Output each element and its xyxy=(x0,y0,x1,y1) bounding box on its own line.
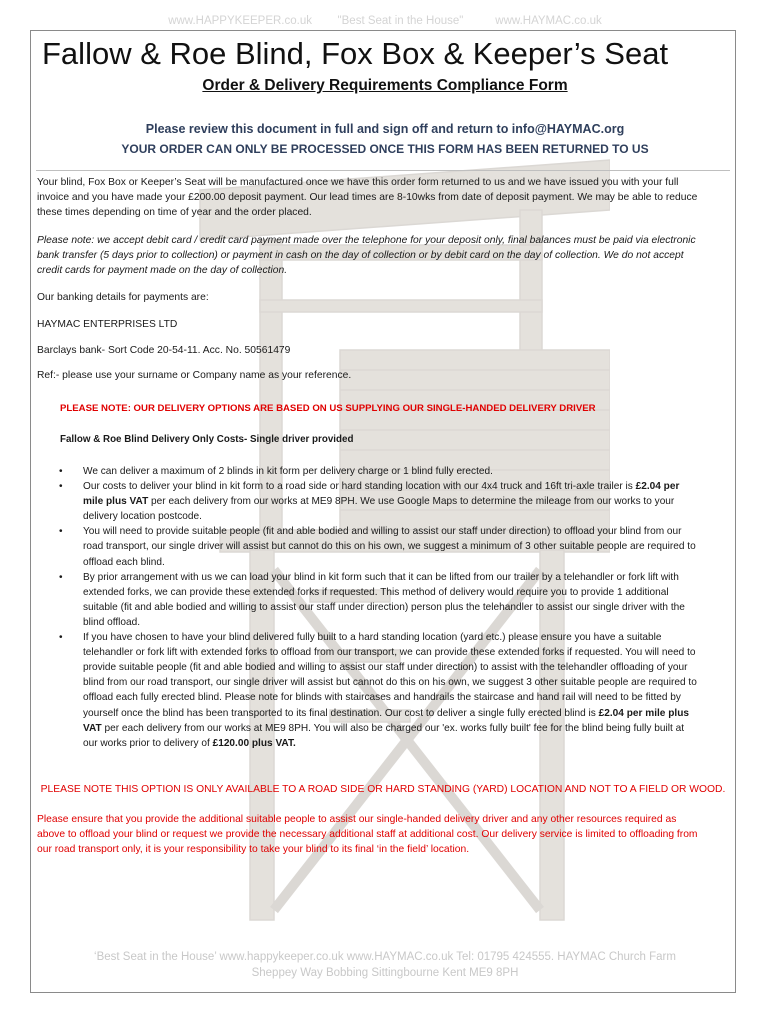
bullet-icon: • xyxy=(59,571,63,583)
payment-reference: Ref:- please use your surname or Company name as your reference. xyxy=(37,370,352,381)
list-item: • You will need to provide suitable people (fit and able bodied and willing to assist our staff under direction) to offload your blind from our road transport, our single driver will assist but cannot do this on his own, we suggest a minimum of 3 other suitable people are required to offload each blind. xyxy=(59,526,696,568)
bank-details: Barclays bank- Sort Code 20-54-11. Acc. No. 50561479 xyxy=(37,345,291,356)
footer-line-1: ‘Best Seat in the House’ www.happykeeper.co.uk www.HAYMAC.co.uk Tel: 01795 424555. HAYMAC Church Farm xyxy=(94,951,676,963)
list-item: • If you have chosen to have your blind delivered fully built to a hard standing location (yard etc.) please ensure you have a suitable telehandler or fork lift with extended forks to offload from our transport, we can provide these extended forks if requested. You will need to provide suitable people (fit and able bodied and willing to assist our staff under direction) to assist with the telehandler offloading of your blind from our road transport, our single driver will assist but cannot do this on his own, we suggest 3 other suitable people are required to offload each fully erected blind. Please note for blinds with staircases and handrails the staircase and hand rail will need to be fitted by yourself once the blind has been transported to its final destination. Our cost to deliver a single fully erected blind is £2.04 per mile plus VAT per each delivery from our works at ME9 8PH. You will also be charged our 'ex. works fully built' fee for the blind being fully built at our works prior to delivery of £120.00 plus VAT. xyxy=(59,632,697,749)
option-availability-note: PLEASE NOTE THIS OPTION IS ONLY AVAILABLE TO A ROAD SIDE OR HARD STANDING (YARD) LOCATION AND NOT TO A FIELD OR WOOD. xyxy=(40,784,726,795)
order-processing-note: YOUR ORDER CAN ONLY BE PROCESSED ONCE THIS FORM HAS BEEN RETURNED TO US xyxy=(121,142,649,156)
payment-note: Please note: we accept debit card / credit card payment made over the telephone for your deposit only, final balances must be paid via electronic bank transfer (5 days prior to collection) or payment in cash on the day of collection or by debit card on the day of collection. We do not accept credit cards for payment made on the day of collection. xyxy=(37,235,696,277)
bullet-icon: • xyxy=(59,632,63,644)
list-item: • Our costs to deliver your blind in kit form to a road side or hard standing location with our 4x4 truck and 16ft tri-axle trailer is £2.04 per mile plus VAT per each delivery from our works at ME9 8PH. We use Google Maps to determine the mileage from our works to your delivery location postcode. xyxy=(59,481,680,523)
list-item: • We can deliver a maximum of 2 blinds in kit form per delivery charge or 1 blind fully erected. xyxy=(37,464,697,479)
delivery-warning: PLEASE NOTE: OUR DELIVERY OPTIONS ARE BASED ON US SUPPLYING OUR SINGLE-HANDED DELIVERY DRIVER xyxy=(60,403,596,414)
review-instruction: Please review this document in full and sign off and return to info@HAYMAC.org xyxy=(145,122,625,136)
bullet-icon: • xyxy=(59,481,63,493)
resources-note: Please ensure that you provide the additional suitable people to assist our single-handed delivery driver and any other resources required as above to offload your blind or request we provide the necessary additional staff at additional cost. Our delivery service is limited to offloading from our road transport only, it is your responsibility to take your blind to its final ‘in the field’ location. xyxy=(37,814,698,856)
intro-paragraph: Your blind, Fox Box or Keeper’s Seat will be manufactured once we have this order form returned to us and we have issued you with your full invoice and you have made your £200.00 deposit payment. Our lead times are 8-10wks from date of deposit payment. We may be able to reduce these times depending on time of year and the order placed. xyxy=(37,177,698,219)
built-fee: £120.00 plus VAT. xyxy=(212,737,296,749)
page-title: Fallow & Roe Blind, Fox Box & Keeper’s Seat xyxy=(42,36,669,71)
price-per-mile: £2.04 per mile plus VAT xyxy=(83,481,680,508)
list-item: • By prior arrangement with us we can load your blind in kit form such that it can be lifted from our trailer by a telehandler or fork lift with extended forks, we can provide these extended forks if requested. This method of delivery would require you to provide 1 additional suitable (fit and able bodied and willing to assist our staff under direction) person plus the telehandler to assist our single driver with the blind offload. xyxy=(59,571,685,628)
header-divider xyxy=(36,170,730,171)
delivery-heading: Fallow & Roe Blind Delivery Only Costs- Single driver provided xyxy=(60,434,354,445)
header-websites: www.HAPPYKEEPER.co.uk "Best Seat in the House" www.HAYMAC.co.uk xyxy=(168,15,602,27)
banking-intro: Our banking details for payments are: xyxy=(37,292,209,303)
bullet-icon: • xyxy=(59,526,63,538)
company-name: HAYMAC ENTERPRISES LTD xyxy=(37,319,178,330)
form-subtitle: Order & Delivery Requirements Compliance Form xyxy=(202,77,568,94)
footer-contact xyxy=(0,949,770,981)
delivery-bullet-list xyxy=(37,464,697,751)
price-per-mile: £2.04 per mile plus VAT xyxy=(83,707,689,734)
footer-line-2: Sheppey Way Bobbing Sittingbourne Kent ME9 8PH xyxy=(251,967,519,979)
bullet-icon: • xyxy=(59,466,63,477)
